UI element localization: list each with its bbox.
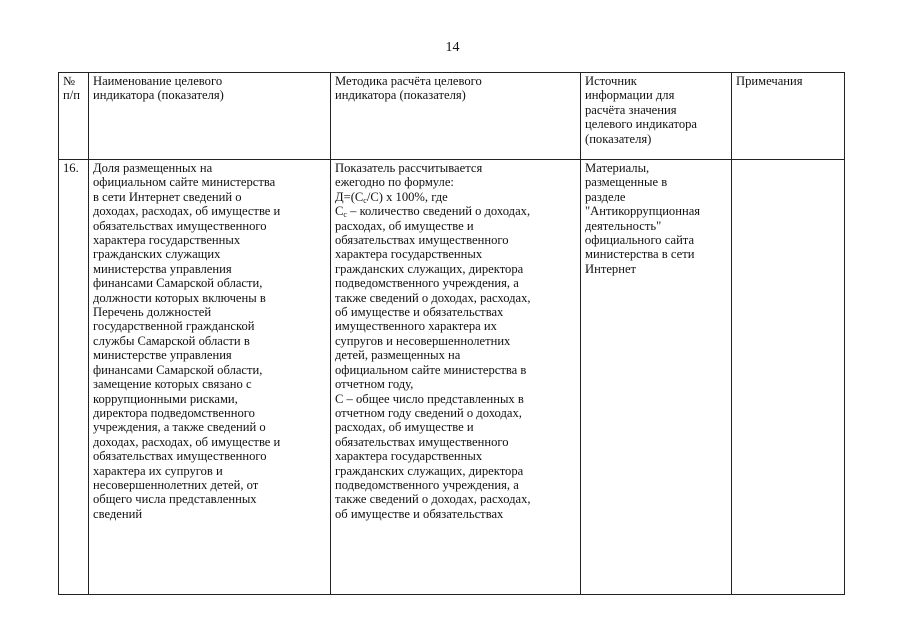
row-name-line: министерстве управления [93,348,232,363]
method-line: имущественного характера их [335,319,497,334]
header-number [59,73,89,160]
row-name-line: замещение которых связано с [93,377,252,392]
method-line: ежегодно по формуле: [335,175,454,190]
row-name-line: Доля размещенных на [93,161,213,175]
method-line: отчетном году сведений о доходах, [335,405,522,420]
formula-line [335,190,577,204]
row-name-line: характера их супругов и [93,463,223,478]
source-line: министерства в сети [585,247,695,262]
row-name-line: службы Самарской области в [93,333,250,348]
row-name-line: обязательствах имущественного [93,218,267,233]
row-name-line: сведений [93,506,143,521]
row-name-line: общего числа представленных [93,492,257,507]
header-method-line: Методика расчёта целевого [335,74,482,88]
header-name-line: индикатора (показателя) [93,88,224,103]
page-number: 14 [445,40,460,55]
method-line: официальном сайте министерства в [335,362,527,377]
row-name-line: финансами Самарской области, [93,362,263,377]
header-source-line: расчёта значения [585,102,677,117]
header-notes-line: Примечания [736,74,803,88]
row-notes-cell [732,160,845,595]
row-number: 16. [59,160,89,595]
method-line: Показатель рассчитывается [335,161,483,175]
source-line: разделе [585,189,626,204]
row-name-line: директора подведомственного [93,405,255,420]
method-line: характера государственных [335,247,483,262]
header-name [89,73,331,160]
method-line: отчетном году, [335,377,414,392]
method-line: обязательствах имущественного [335,233,509,248]
method-line: подведомственного учреждения, а [335,477,519,492]
header-source-line: информации для [585,88,675,103]
method-line: обязательствах имущественного [335,434,509,449]
row-name-line: в сети Интернет сведений о [93,189,242,204]
row-name-line: официальном сайте министерства [93,175,276,190]
header-name-line: Наименование целевого [93,74,223,88]
row-name-line: учреждения, а также сведений о [93,420,266,435]
row-name-line: несовершеннолетних детей, от [93,477,259,492]
row-name-line: Перечень должностей [93,305,212,320]
row-name-line: должности которых включены в [93,290,266,305]
row-name-line: обязательствах имущественного [93,449,267,464]
source-line: деятельность" [585,218,662,233]
method-line: детей, размещенных на [335,348,461,363]
header-method [331,73,581,160]
row-name-line: министерства управления [93,261,232,276]
header-source-line: Источник [585,74,637,88]
indicator-table [58,72,845,595]
row-name-cell [89,160,331,595]
method-line: гражданских служащих, директора [335,261,524,276]
row-name-line: финансами Самарской области, [93,276,263,291]
source-line: Интернет [585,261,637,276]
method-line: расходах, об имуществе и [335,218,474,233]
header-number-line: № [63,74,76,88]
method-line: также сведений о доходах, расходах, [335,290,531,305]
row-name-line: доходах, расходах, об имуществе и [93,204,281,219]
header-source-line: целевого индикатора [585,117,697,132]
row-source-cell [581,160,732,595]
definition-subscript: с [343,210,347,220]
definition-symbol: С [335,204,344,219]
formula-subscript: с [363,195,367,205]
definition-line [335,204,577,218]
method-line: расходах, об имуществе и [335,420,474,435]
header-source-line: (показателя) [585,131,652,146]
method-line: об имуществе и обязательствах [335,305,504,320]
definition-text: – количество сведений о доходах, [346,204,531,219]
method-line: также сведений о доходах, расходах, [335,492,531,507]
source-line: Материалы, [585,161,650,175]
method-line: супругов и несовершеннолетних [335,333,511,348]
header-method-line: индикатора (показателя) [335,88,466,103]
method-line: гражданских служащих, директора [335,463,524,478]
row-name-line: государственной гражданской [93,319,255,334]
method-line: характера государственных [335,449,483,464]
method-line: подведомственного учреждения, а [335,276,519,291]
header-source [581,73,732,160]
source-line: официального сайта [585,233,695,248]
header-notes [732,73,845,160]
row-name-line: характера государственных [93,233,241,248]
table-header-row [59,73,845,160]
method-line: об имуществе и обязательствах [335,506,504,521]
row-name-line: доходах, расходах, об имуществе и [93,434,281,449]
formula-prefix: Д=(С [335,189,364,204]
source-line: "Антикоррупционная [585,204,701,219]
method-line: С – общее число представленных в [335,391,524,406]
row-name-line: гражданских служащих [93,247,221,262]
row-name-line: коррупционными рисками, [93,391,238,406]
table-row [59,160,845,595]
source-line: размещенные в [585,175,668,190]
header-number-line: п/п [63,88,80,103]
formula-suffix: /С) х 100%, где [366,189,448,204]
row-method-cell [331,160,581,595]
